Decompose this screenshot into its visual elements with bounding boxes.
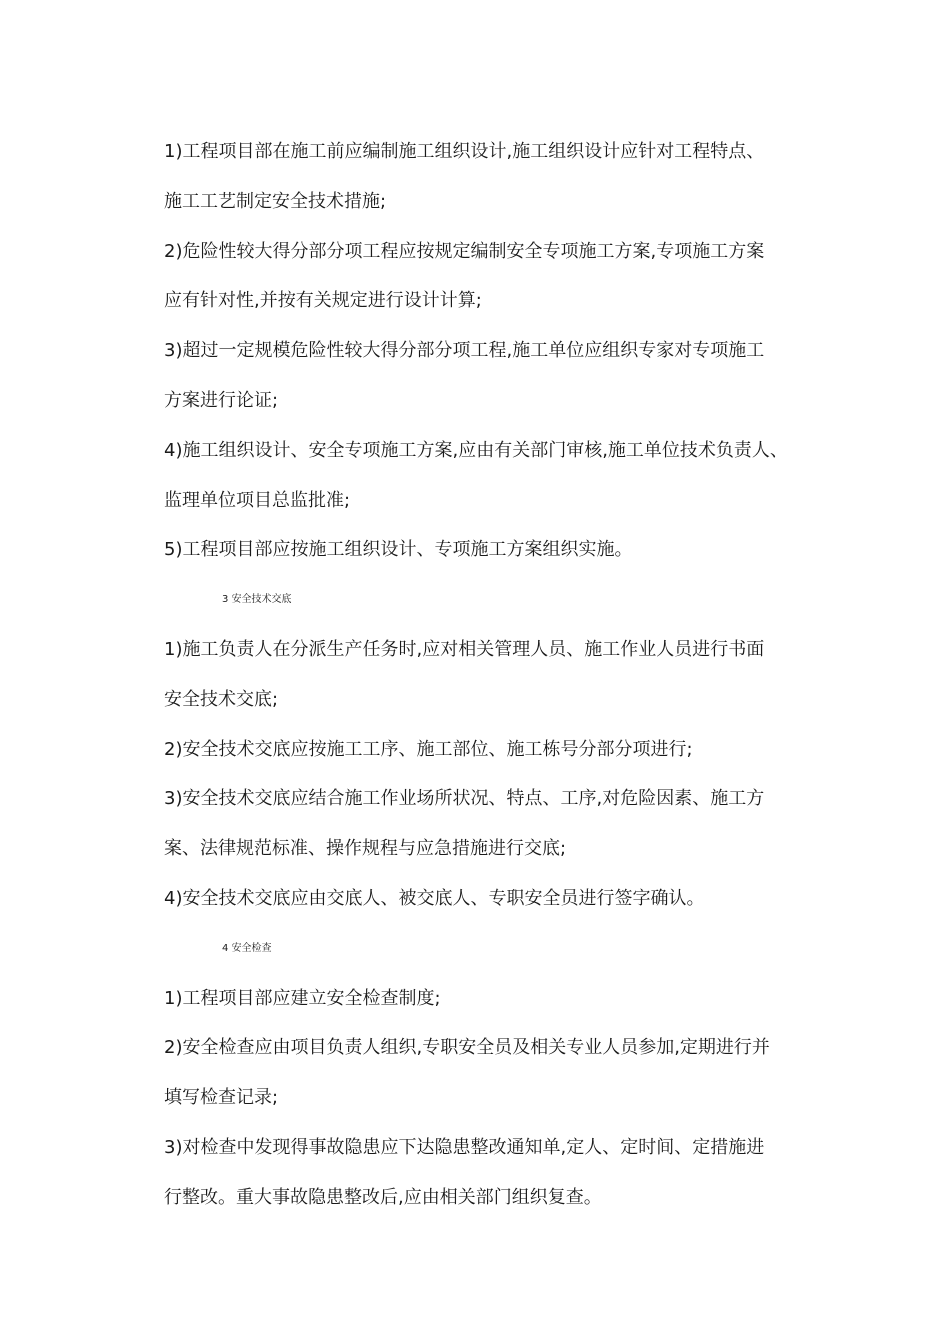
paragraph-line: 3)安全技术交底应结合施工作业场所状况、特点、工序,对危险因素、施工方 xyxy=(164,788,765,810)
section-heading: 3 安全技术交底 xyxy=(222,594,292,606)
paragraph-line: 应有针对性,并按有关规定进行设计计算; xyxy=(164,290,482,312)
paragraph-line: 3)超过一定规模危险性较大得分部分项工程,施工单位应组织专家对专项施工 xyxy=(164,340,765,362)
paragraph-line: 2)危险性较大得分部分项工程应按规定编制安全专项施工方案,专项施工方案 xyxy=(164,240,765,262)
paragraph-line: 案、法律规范标准、操作规程与应急措施进行交底; xyxy=(164,838,567,860)
paragraph-line: 2)安全技术交底应按施工工序、施工部位、施工栋号分部分项进行; xyxy=(164,738,693,760)
paragraph-line: 施工工艺制定安全技术措施; xyxy=(164,190,387,212)
paragraph-line: 4)施工组织设计、安全专项施工方案,应由有关部门审核,施工单位技术负责人、 xyxy=(164,439,788,461)
paragraph-line: 填写检查记录; xyxy=(164,1087,279,1109)
paragraph-line: 1)工程项目部应建立安全检查制度; xyxy=(164,987,441,1009)
paragraph-line: 4)安全技术交底应由交底人、被交底人、专职安全员进行签字确认。 xyxy=(164,887,705,909)
paragraph-line: 2)安全检查应由项目负责人组织,专职安全员及相关专业人员参加,定期进行并 xyxy=(164,1037,770,1059)
paragraph-line: 1)工程项目部在施工前应编制施工组织设计,施工组织设计应针对工程特点、 xyxy=(164,141,765,162)
section-heading: 4 安全检查 xyxy=(222,942,272,954)
paragraph-line: 1)施工负责人在分派生产任务时,应对相关管理人员、施工作业人员进行书面 xyxy=(164,638,765,660)
paragraph-line: 监理单位项目总监批准; xyxy=(164,489,351,511)
paragraph-line: 3)对检查中发现得事故隐患应下达隐患整改通知单,定人、定时间、定措施进 xyxy=(164,1136,765,1158)
paragraph-line: 5)工程项目部应按施工组织设计、专项施工方案组织实施。 xyxy=(164,539,633,561)
paragraph-line: 方案进行论证; xyxy=(164,389,279,411)
document-body xyxy=(164,127,824,1223)
paragraph-line: 行整改。重大事故隐患整改后,应由相关部门组织复查。 xyxy=(164,1186,602,1208)
paragraph-line: 安全技术交底; xyxy=(164,688,279,710)
